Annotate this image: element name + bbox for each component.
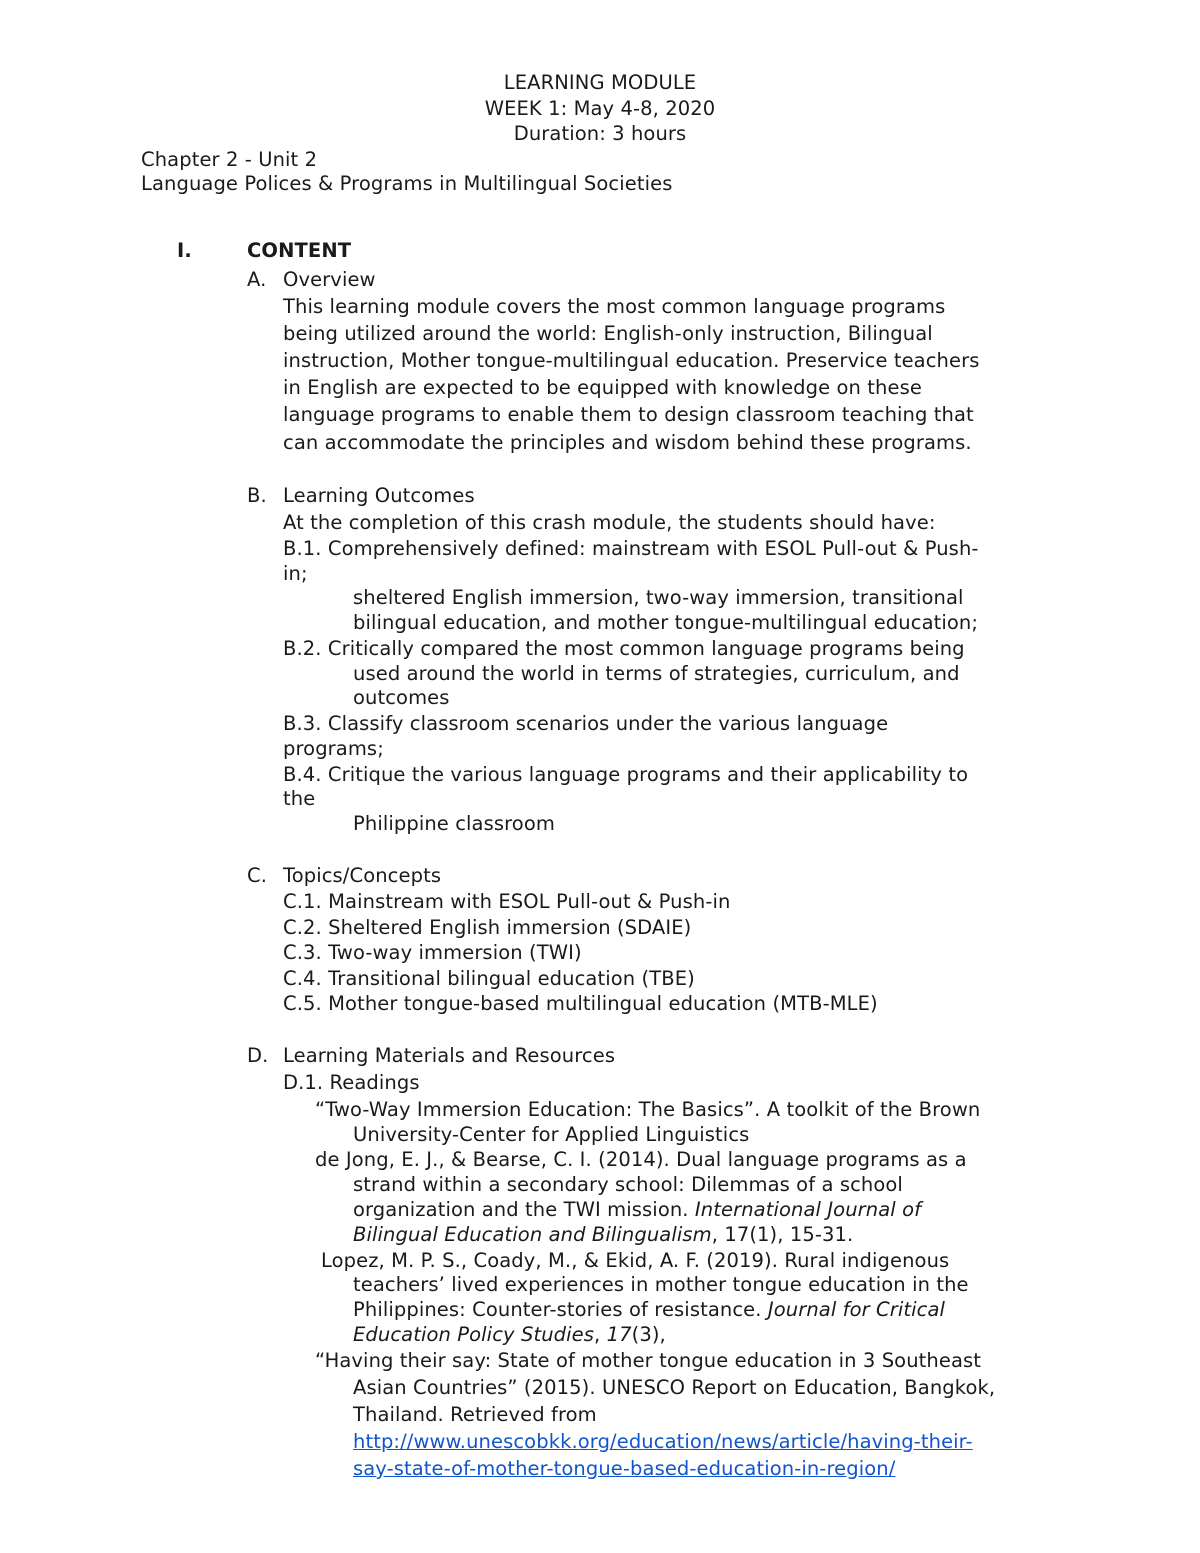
outcomes-heading: Learning Outcomes	[283, 484, 475, 507]
outcome-b2: outcomes	[353, 686, 450, 709]
module-week: WEEK 1: May 4-8, 2020	[484, 97, 716, 120]
journal-title: Journal for Critical	[767, 1298, 946, 1321]
materials-marker: D.	[247, 1044, 269, 1067]
readings-heading: D.1. Readings	[283, 1071, 420, 1094]
outcomes-intro: At the completion of this crash module, the students should have:	[283, 511, 936, 534]
topics-marker: C.	[247, 864, 268, 887]
overview-line: being utilized around the world: English-only instruction, Bilingual	[283, 322, 933, 345]
journal-title: Bilingual Education and Bilingualism	[353, 1223, 712, 1246]
topic-item: C.3. Two-way immersion (TWI)	[283, 941, 582, 964]
outcome-b4: B.4. Critique the various language programs and their applicability to	[283, 763, 969, 786]
reading-reference: Education Policy Studies, 17(3),	[353, 1323, 666, 1346]
topic-item: C.5. Mother tongue-based multilingual education (MTB-MLE)	[283, 992, 878, 1015]
outcome-b1: bilingual education, and mother tongue-multilingual education;	[353, 611, 979, 634]
materials-heading: Learning Materials and Resources	[283, 1044, 616, 1067]
outcome-b1: in;	[283, 562, 308, 585]
unesco-link[interactable]: http://www.unescobkk.org/education/news/article/having-their-	[353, 1430, 973, 1453]
topic-item: C.4. Transitional bilingual education (TBE)	[283, 967, 695, 990]
outcome-b2: B.2. Critically compared the most common language programs being	[283, 637, 965, 660]
module-subject: Language Polices & Programs in Multilingual Societies	[141, 172, 673, 195]
reading-reference: “Two-Way Immersion Education: The Basics”. A toolkit of the Brown	[315, 1098, 981, 1121]
reading-reference: Philippines: Counter-stories of resistance. Journal for Critical	[353, 1298, 946, 1321]
topic-item: C.1. Mainstream with ESOL Pull-out & Push-in	[283, 890, 731, 913]
reading-reference: Thailand. Retrieved from	[353, 1403, 597, 1426]
overview-line: instruction, Mother tongue-multilingual education. Preservice teachers	[283, 349, 980, 372]
outcome-b1: B.1. Comprehensively defined: mainstream with ESOL Pull-out & Push-	[283, 537, 979, 560]
module-duration: Duration: 3 hours	[513, 122, 687, 145]
reading-reference: strand within a secondary school: Dilemmas of a school	[353, 1173, 903, 1196]
reading-reference: de Jong, E. J., & Bearse, C. I. (2014). Dual language programs as a	[315, 1148, 967, 1171]
reading-reference: Asian Countries” (2015). UNESCO Report on Education, Bangkok,	[353, 1376, 996, 1399]
outcome-b3: B.3. Classify classroom scenarios under the various language	[283, 712, 889, 735]
outcome-b4: the	[283, 787, 316, 810]
section-numeral: I.	[177, 239, 192, 262]
unesco-link[interactable]: say-state-of-mother-tongue-based-education-in-region/	[353, 1457, 896, 1480]
reading-reference: organization and the TWI mission. International Journal of	[353, 1198, 922, 1221]
overview-marker: A.	[247, 268, 267, 291]
topic-item: C.2. Sheltered English immersion (SDAIE)	[283, 916, 692, 939]
overview-line: can accommodate the principles and wisdom behind these programs.	[283, 431, 972, 454]
reading-reference: teachers’ lived experiences in mother tongue education in the	[353, 1273, 969, 1296]
overview-line: language programs to enable them to design classroom teaching that	[283, 403, 974, 426]
overview-line: in English are expected to be equipped with knowledge on these	[283, 376, 922, 399]
journal-title: International Journal of	[694, 1198, 922, 1221]
journal-title: Education Policy Studies	[353, 1323, 594, 1346]
outcome-b2: used around the world in terms of strategies, curriculum, and	[353, 662, 960, 685]
chapter-unit: Chapter 2 - Unit 2	[141, 148, 318, 171]
outcome-b4: Philippine classroom	[353, 812, 555, 835]
reading-reference: Lopez, M. P. S., Coady, M., & Ekid, A. F. (2019). Rural indigenous	[321, 1249, 950, 1272]
module-title: LEARNING MODULE	[503, 71, 697, 94]
reading-reference: “Having their say: State of mother tongue education in 3 Southeast	[315, 1349, 982, 1372]
overview-heading: Overview	[283, 268, 376, 291]
outcomes-marker: B.	[247, 484, 267, 507]
reading-reference: University-Center for Applied Linguistics	[353, 1123, 750, 1146]
overview-line: This learning module covers the most common language programs	[283, 295, 946, 318]
reading-reference: Bilingual Education and Bilingualism, 17(1), 15-31.	[353, 1223, 854, 1246]
topics-heading: Topics/Concepts	[283, 864, 442, 887]
outcome-b3: programs;	[283, 737, 384, 760]
outcome-b1: sheltered English immersion, two-way immersion, transitional	[353, 586, 964, 609]
section-heading: CONTENT	[247, 239, 352, 262]
